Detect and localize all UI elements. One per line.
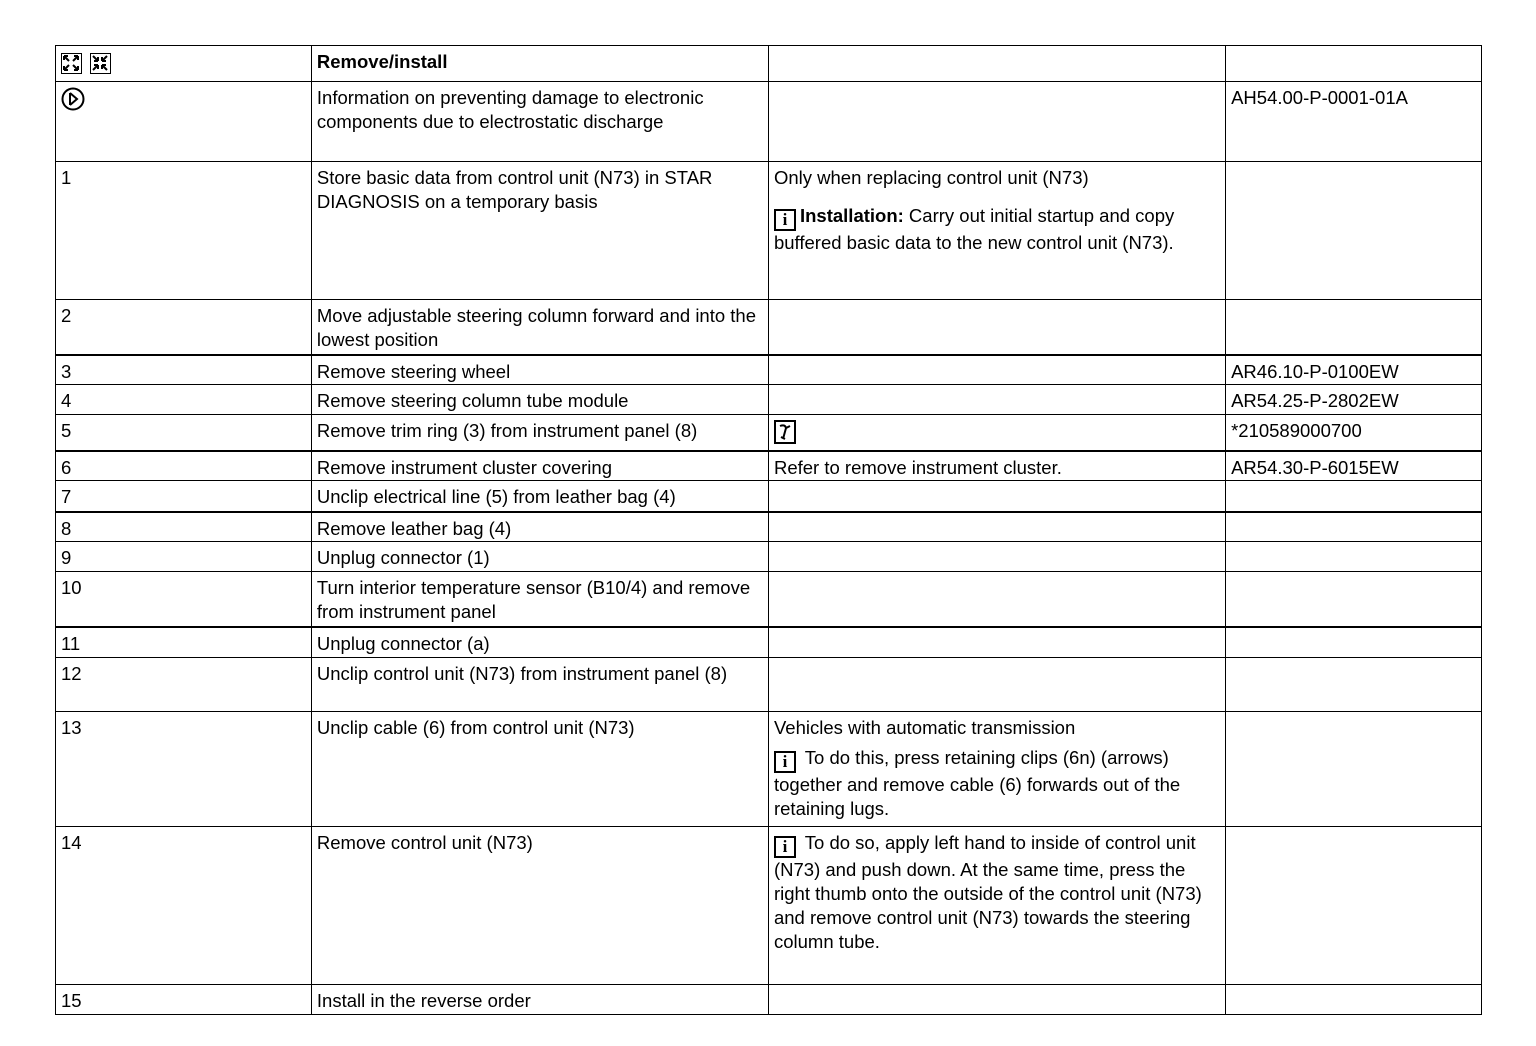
note-line: Only when replacing control unit (N73): [773, 167, 1089, 188]
step-reference: [1226, 627, 1482, 658]
step-number: 12: [56, 658, 312, 712]
table-row: [56, 415, 1482, 451]
step-number: 8: [56, 512, 312, 542]
info-icon: i: [774, 209, 796, 231]
step-number: 2: [56, 300, 312, 355]
table-row: [56, 627, 1482, 658]
step-number: 15: [56, 985, 312, 1015]
table-row: [56, 300, 1482, 355]
step-note: [768, 355, 1225, 385]
header-title: Remove/install: [311, 46, 768, 82]
note-block: [774, 204, 1220, 255]
header-empty-4: [1226, 46, 1482, 82]
step-reference[interactable]: AR46.10-P-0100EW: [1226, 355, 1482, 385]
step-number: 13: [56, 712, 312, 827]
step-reference[interactable]: *210589000700: [1226, 415, 1482, 451]
note-line: Vehicles with automatic transmission: [773, 717, 1076, 738]
step-action: Unclip electrical line (5) from leather bag (4): [311, 481, 768, 512]
step-number: 1: [56, 162, 312, 300]
install-icon: [90, 53, 111, 74]
step-number: 11: [56, 627, 312, 658]
note-block: [774, 746, 1220, 821]
step-action: Unplug connector (1): [311, 542, 768, 572]
table-row: [56, 162, 1482, 300]
step-number: 7: [56, 481, 312, 512]
step-note: [768, 827, 1225, 985]
table-row: [56, 355, 1482, 385]
special-tool-icon: [774, 420, 796, 444]
esd-text: Information on preventing damage to electronic components due to electrostatic discharge: [311, 82, 768, 162]
step-action: Unclip cable (6) from control unit (N73): [311, 712, 768, 827]
step-action: Remove control unit (N73): [311, 827, 768, 985]
step-reference: [1226, 512, 1482, 542]
step-action: Unclip control unit (N73) from instrument panel (8): [311, 658, 768, 712]
esd-empty: [768, 82, 1225, 162]
step-note: [768, 985, 1225, 1015]
step-reference: [1226, 572, 1482, 627]
step-number: 4: [56, 385, 312, 415]
step-reference[interactable]: AR54.30-P-6015EW: [1226, 451, 1482, 481]
step-action: Install in the reverse order: [311, 985, 768, 1015]
step-number: 10: [56, 572, 312, 627]
esd-warning-icon: [61, 87, 85, 111]
step-number: 14: [56, 827, 312, 985]
step-reference: [1226, 481, 1482, 512]
step-action: Remove steering column tube module: [311, 385, 768, 415]
step-note: [768, 712, 1225, 827]
step-action: Remove instrument cluster covering: [311, 451, 768, 481]
table-row: [56, 827, 1482, 985]
step-note: [768, 572, 1225, 627]
step-action: Remove steering wheel: [311, 355, 768, 385]
table-row: [56, 712, 1482, 827]
table-row: [56, 385, 1482, 415]
header-empty-3: [768, 46, 1225, 82]
step-reference: [1226, 658, 1482, 712]
note-text: Carry out initial startup and copy buffered basic data to the new control unit (N73).: [773, 205, 1175, 253]
esd-reference[interactable]: AH54.00-P-0001-01A: [1226, 82, 1482, 162]
step-note: [768, 512, 1225, 542]
step-reference: [1226, 712, 1482, 827]
step-reference: [1226, 985, 1482, 1015]
note-block: [774, 831, 1220, 954]
table-row: [56, 542, 1482, 572]
table-row: [56, 451, 1482, 481]
step-note: [768, 300, 1225, 355]
step-note: [768, 658, 1225, 712]
step-number: 3: [56, 355, 312, 385]
table-row: [56, 985, 1482, 1015]
installation-label: Installation:: [799, 205, 904, 226]
info-icon: i: [774, 751, 796, 773]
esd-icon-cell: [56, 82, 312, 162]
step-action: Remove trim ring (3) from instrument panel (8): [311, 415, 768, 451]
esd-row: [56, 82, 1482, 162]
step-reference: [1226, 542, 1482, 572]
step-note: [768, 542, 1225, 572]
step-number: 6: [56, 451, 312, 481]
step-note: [768, 162, 1225, 300]
step-note: [768, 481, 1225, 512]
step-reference: [1226, 827, 1482, 985]
table-row: [56, 481, 1482, 512]
note-text: To do this, press retaining clips (6n) (arrows) together and remove cable (6) forwards out of the retaining lugs.: [773, 747, 1181, 819]
step-number: 5: [56, 415, 312, 451]
step-reference[interactable]: AR54.25-P-2802EW: [1226, 385, 1482, 415]
note-text: To do so, apply left hand to inside of control unit (N73) and push down. At the same time, press the right thumb onto the outside of the control unit (N73) and remove control unit (N73) towards the steering column tube.: [773, 832, 1202, 952]
step-reference: [1226, 162, 1482, 300]
step-action: Remove leather bag (4): [311, 512, 768, 542]
step-note: Refer to remove instrument cluster.: [768, 451, 1225, 481]
table-row: [56, 658, 1482, 712]
info-icon: i: [774, 836, 796, 858]
table-row: [56, 512, 1482, 542]
table-header-row: [56, 46, 1482, 82]
step-action: Move adjustable steering column forward and into the lowest position: [311, 300, 768, 355]
step-action: Turn interior temperature sensor (B10/4) and remove from instrument panel: [311, 572, 768, 627]
procedure-table: [55, 45, 1482, 1015]
step-reference: [1226, 300, 1482, 355]
step-action: Unplug connector (a): [311, 627, 768, 658]
remove-icon: [61, 53, 82, 74]
table-row: [56, 572, 1482, 627]
step-note: [768, 385, 1225, 415]
step-action: Store basic data from control unit (N73) in STAR DIAGNOSIS on a temporary basis: [311, 162, 768, 300]
header-icons-cell: [56, 46, 312, 82]
step-note: [768, 415, 1225, 451]
step-number: 9: [56, 542, 312, 572]
step-note: [768, 627, 1225, 658]
